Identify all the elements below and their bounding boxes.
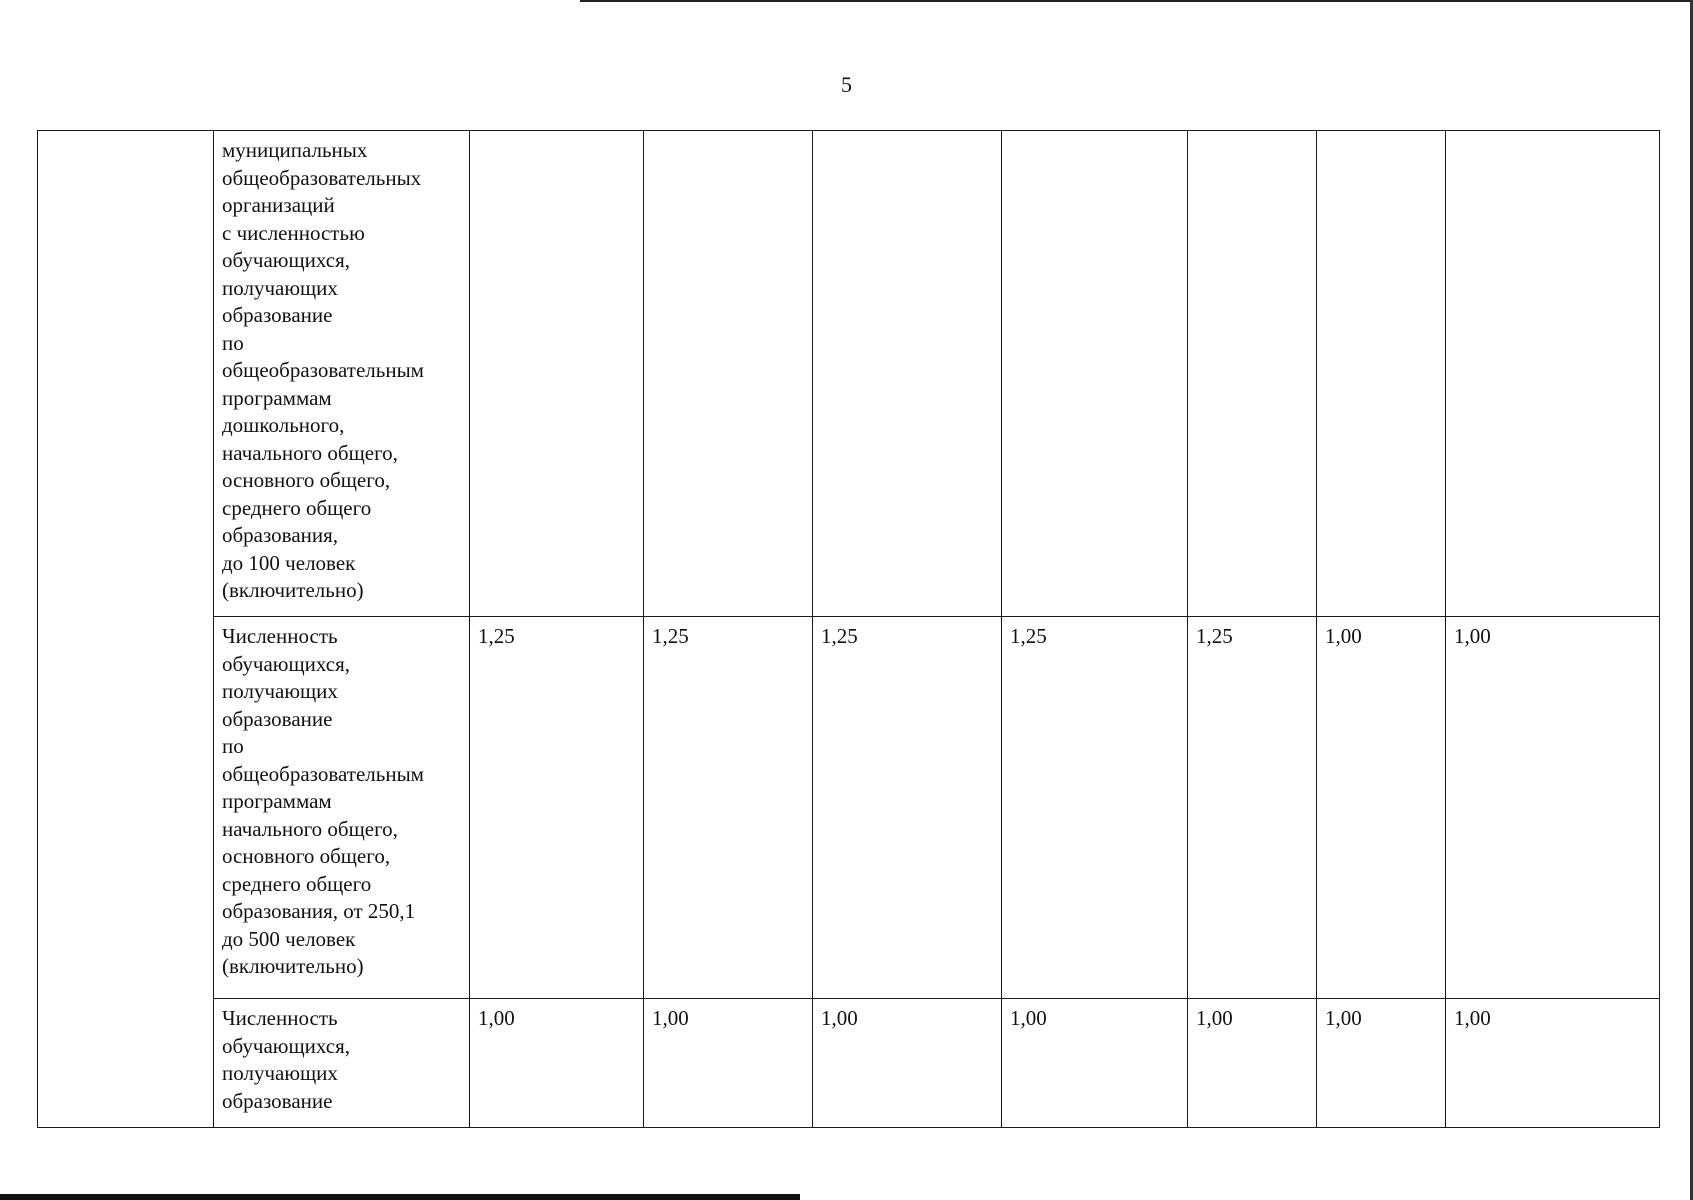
value-cell: 1,00 <box>1446 617 1660 999</box>
value-cell <box>644 131 813 617</box>
value-cell: 1,25 <box>644 617 813 999</box>
value-cell <box>470 131 644 617</box>
value-cell: 1,00 <box>1446 999 1660 1128</box>
value-cell: 1,00 <box>1188 999 1317 1128</box>
value-cell: 1,25 <box>1002 617 1188 999</box>
value-cell: 1,25 <box>813 617 1002 999</box>
scan-border-bottom <box>0 1194 800 1200</box>
value-cell: 1,00 <box>1317 999 1446 1128</box>
value-cell: 1,00 <box>1317 617 1446 999</box>
value-cell <box>1188 131 1317 617</box>
value-cell <box>1446 131 1660 617</box>
table-row <box>38 999 1660 1128</box>
description-cell: Численность обучающихся, получающих образование <box>214 999 470 1128</box>
value-cell: 1,00 <box>813 999 1002 1128</box>
value-cell <box>1002 131 1188 617</box>
category-cell <box>38 131 214 1128</box>
scan-border-top <box>580 0 1693 2</box>
value-cell: 1,00 <box>644 999 813 1128</box>
value-cell <box>1317 131 1446 617</box>
value-cell: 1,00 <box>1002 999 1188 1128</box>
value-cell: 1,25 <box>470 617 644 999</box>
value-cell: 1,00 <box>470 999 644 1128</box>
table-row <box>38 131 1660 617</box>
description-cell: Численность обучающихся, получающих образование по общеобразовательным программам начального общего, основного общего, среднего общего образования, от 250,1 до 500 человек (включительно) <box>214 617 470 999</box>
page-number: 5 <box>841 72 852 97</box>
coefficients-table <box>37 130 1660 1128</box>
description-cell: муниципальных общеобразовательных организаций с численностью обучающихся, получающих образование по общеобразовательным программам дошкольного, начального общего, основного общего, среднего общего образования, до 100 человек (включительно) <box>214 131 470 617</box>
table-row <box>38 617 1660 999</box>
value-cell <box>813 131 1002 617</box>
value-cell: 1,25 <box>1188 617 1317 999</box>
